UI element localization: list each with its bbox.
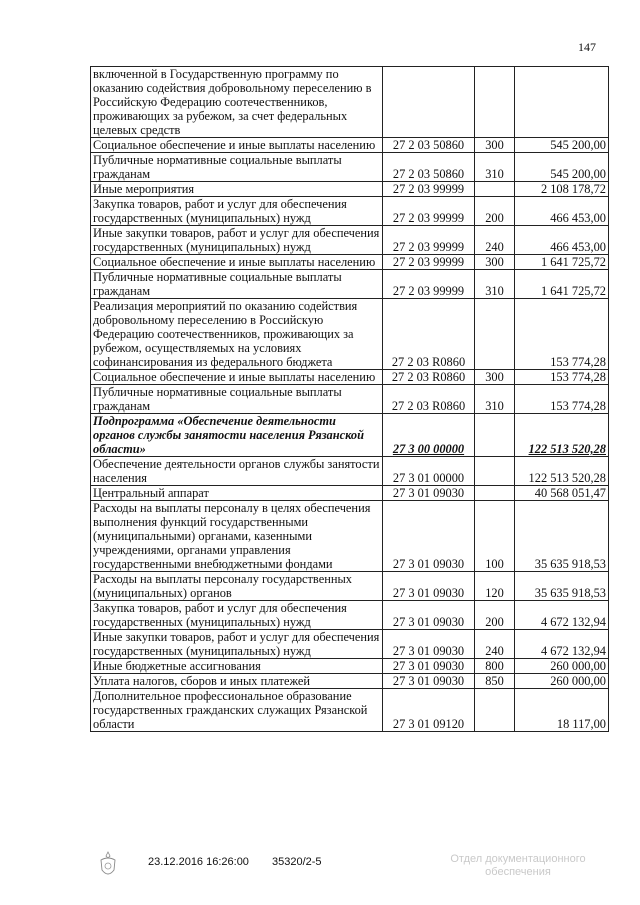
row-type-cell: 310 xyxy=(475,270,515,299)
row-type-cell: 240 xyxy=(475,226,515,255)
row-code-cell: 27 2 03 99999 xyxy=(383,255,475,270)
row-type-cell xyxy=(475,414,515,457)
row-type-cell: 300 xyxy=(475,138,515,153)
row-sum-cell: 466 453,00 xyxy=(515,197,609,226)
row-sum-cell: 4 672 132,94 xyxy=(515,601,609,630)
row-sum-cell: 35 635 918,53 xyxy=(515,572,609,601)
table-row xyxy=(91,689,609,732)
row-code-cell xyxy=(383,67,475,138)
row-sum-cell: 35 635 918,53 xyxy=(515,501,609,572)
row-type-cell: 120 xyxy=(475,572,515,601)
row-sum-cell: 40 568 051,47 xyxy=(515,486,609,501)
row-type-cell: 300 xyxy=(475,370,515,385)
row-name-cell: Иные закупки товаров, работ и услуг для обеспечения государственных (муниципальных) нужд xyxy=(91,226,383,255)
row-code-cell: 27 3 01 09030 xyxy=(383,674,475,689)
row-code-cell: 27 2 03 99999 xyxy=(383,182,475,197)
table-row xyxy=(91,385,609,414)
row-type-cell xyxy=(475,299,515,370)
table-row xyxy=(91,153,609,182)
row-name-cell: Иные бюджетные ассигнования xyxy=(91,659,383,674)
row-name-cell: Иные мероприятия xyxy=(91,182,383,197)
table-row xyxy=(91,299,609,370)
row-type-cell xyxy=(475,486,515,501)
row-sum-cell: 545 200,00 xyxy=(515,138,609,153)
row-name-cell: Реализация мероприятий по оказанию содействия добровольному переселению в Российскую Федерацию соотечественников, проживающих за рубежом, осуществляемых на условиях софинансирования из федерального бюджета xyxy=(91,299,383,370)
row-name-cell: Уплата налогов, сборов и иных платежей xyxy=(91,674,383,689)
row-sum-cell: 260 000,00 xyxy=(515,659,609,674)
row-sum-cell: 260 000,00 xyxy=(515,674,609,689)
row-name-cell: Закупка товаров, работ и услуг для обеспечения государственных (муниципальных) нужд xyxy=(91,601,383,630)
table-row xyxy=(91,572,609,601)
table-row xyxy=(91,501,609,572)
row-type-cell: 310 xyxy=(475,153,515,182)
row-type-cell: 850 xyxy=(475,674,515,689)
row-type-cell: 200 xyxy=(475,601,515,630)
row-code-cell: 27 2 03 50860 xyxy=(383,138,475,153)
table-row xyxy=(91,197,609,226)
table-row xyxy=(91,486,609,501)
row-type-cell: 800 xyxy=(475,659,515,674)
row-type-cell xyxy=(475,182,515,197)
table-row xyxy=(91,414,609,457)
row-name-cell: Социальное обеспечение и иные выплаты населению xyxy=(91,138,383,153)
table-row xyxy=(91,67,609,138)
row-code-cell: 27 3 01 09030 xyxy=(383,630,475,659)
row-sum-cell: 1 641 725,72 xyxy=(515,270,609,299)
row-type-cell xyxy=(475,457,515,486)
row-type-cell: 310 xyxy=(475,385,515,414)
table-row xyxy=(91,370,609,385)
row-sum-cell: 153 774,28 xyxy=(515,385,609,414)
row-name-cell: Центральный аппарат xyxy=(91,486,383,501)
row-sum-cell: 4 672 132,94 xyxy=(515,630,609,659)
footer-document-number: 35320/2-5 xyxy=(272,856,322,868)
row-sum-cell: 122 513 520,28 xyxy=(515,414,609,457)
coat-of-arms-icon xyxy=(96,850,120,880)
row-sum-cell: 153 774,28 xyxy=(515,299,609,370)
row-name-cell: Публичные нормативные социальные выплаты гражданам xyxy=(91,270,383,299)
row-sum-cell: 153 774,28 xyxy=(515,370,609,385)
row-name-cell: Подпрограмма «Обеспечение деятельности органов службы занятости населения Рязанской области» xyxy=(91,414,383,457)
footer-stamp xyxy=(448,853,588,879)
budget-table-body xyxy=(91,67,609,732)
row-type-cell: 100 xyxy=(475,501,515,572)
row-name-cell: Расходы на выплаты персоналу государственных (муниципальных) органов xyxy=(91,572,383,601)
row-code-cell: 27 2 03 R0860 xyxy=(383,370,475,385)
footer-date: 23.12.2016 16:26:00 xyxy=(148,856,249,868)
row-name-cell: Иные закупки товаров, работ и услуг для обеспечения государственных (муниципальных) нужд xyxy=(91,630,383,659)
row-code-cell: 27 3 01 09030 xyxy=(383,659,475,674)
row-name-cell: Обеспечение деятельности органов службы занятости населения xyxy=(91,457,383,486)
row-code-cell: 27 2 03 50860 xyxy=(383,153,475,182)
table-row xyxy=(91,659,609,674)
row-sum-cell: 2 108 178,72 xyxy=(515,182,609,197)
table-row xyxy=(91,601,609,630)
row-type-cell xyxy=(475,67,515,138)
table-row xyxy=(91,182,609,197)
row-sum-cell: 466 453,00 xyxy=(515,226,609,255)
row-code-cell: 27 2 03 99999 xyxy=(383,197,475,226)
row-code-cell: 27 3 01 00000 xyxy=(383,457,475,486)
row-name-cell: Социальное обеспечение и иные выплаты населению xyxy=(91,255,383,270)
row-name-cell: Закупка товаров, работ и услуг для обеспечения государственных (муниципальных) нужд xyxy=(91,197,383,226)
table-row xyxy=(91,457,609,486)
row-code-cell: 27 2 03 99999 xyxy=(383,226,475,255)
row-type-cell: 200 xyxy=(475,197,515,226)
row-type-cell: 240 xyxy=(475,630,515,659)
table-row xyxy=(91,270,609,299)
row-code-cell: 27 3 01 09030 xyxy=(383,601,475,630)
row-code-cell: 27 3 01 09030 xyxy=(383,572,475,601)
row-sum-cell: 18 117,00 xyxy=(515,689,609,732)
row-type-cell xyxy=(475,689,515,732)
row-name-cell: включенной в Государственную программу по оказанию содействия добровольному переселению в Российскую Федерацию соотечественников, проживающих за рубежом, за счет федеральных целевых средств xyxy=(91,67,383,138)
row-code-cell: 27 3 00 00000 xyxy=(383,414,475,457)
row-name-cell: Социальное обеспечение и иные выплаты населению xyxy=(91,370,383,385)
row-code-cell: 27 3 01 09030 xyxy=(383,486,475,501)
page-number: 147 xyxy=(578,40,596,54)
row-code-cell: 27 3 01 09120 xyxy=(383,689,475,732)
row-name-cell: Дополнительное профессиональное образование государственных гражданских служащих Рязанской области xyxy=(91,689,383,732)
row-name-cell: Расходы на выплаты персоналу в целях обеспечения выполнения функций государственными (муниципальными) органами, казенными учреждениями, органами управления государственными внебюджетными фондами xyxy=(91,501,383,572)
row-sum-cell: 1 641 725,72 xyxy=(515,255,609,270)
table-row xyxy=(91,226,609,255)
row-code-cell: 27 3 01 09030 xyxy=(383,501,475,572)
table-row xyxy=(91,630,609,659)
row-sum-cell xyxy=(515,67,609,138)
row-type-cell: 300 xyxy=(475,255,515,270)
table-row xyxy=(91,674,609,689)
table-row xyxy=(91,138,609,153)
budget-table xyxy=(90,66,609,732)
row-sum-cell: 122 513 520,28 xyxy=(515,457,609,486)
row-name-cell: Публичные нормативные социальные выплаты гражданам xyxy=(91,385,383,414)
row-sum-cell: 545 200,00 xyxy=(515,153,609,182)
footer-stamp-line2: обеспечения xyxy=(485,866,551,878)
row-name-cell: Публичные нормативные социальные выплаты гражданам xyxy=(91,153,383,182)
row-code-cell: 27 2 03 R0860 xyxy=(383,299,475,370)
table-row xyxy=(91,255,609,270)
row-code-cell: 27 2 03 R0860 xyxy=(383,385,475,414)
footer-stamp-line1: Отдел документационного xyxy=(450,853,586,865)
row-code-cell: 27 2 03 99999 xyxy=(383,270,475,299)
